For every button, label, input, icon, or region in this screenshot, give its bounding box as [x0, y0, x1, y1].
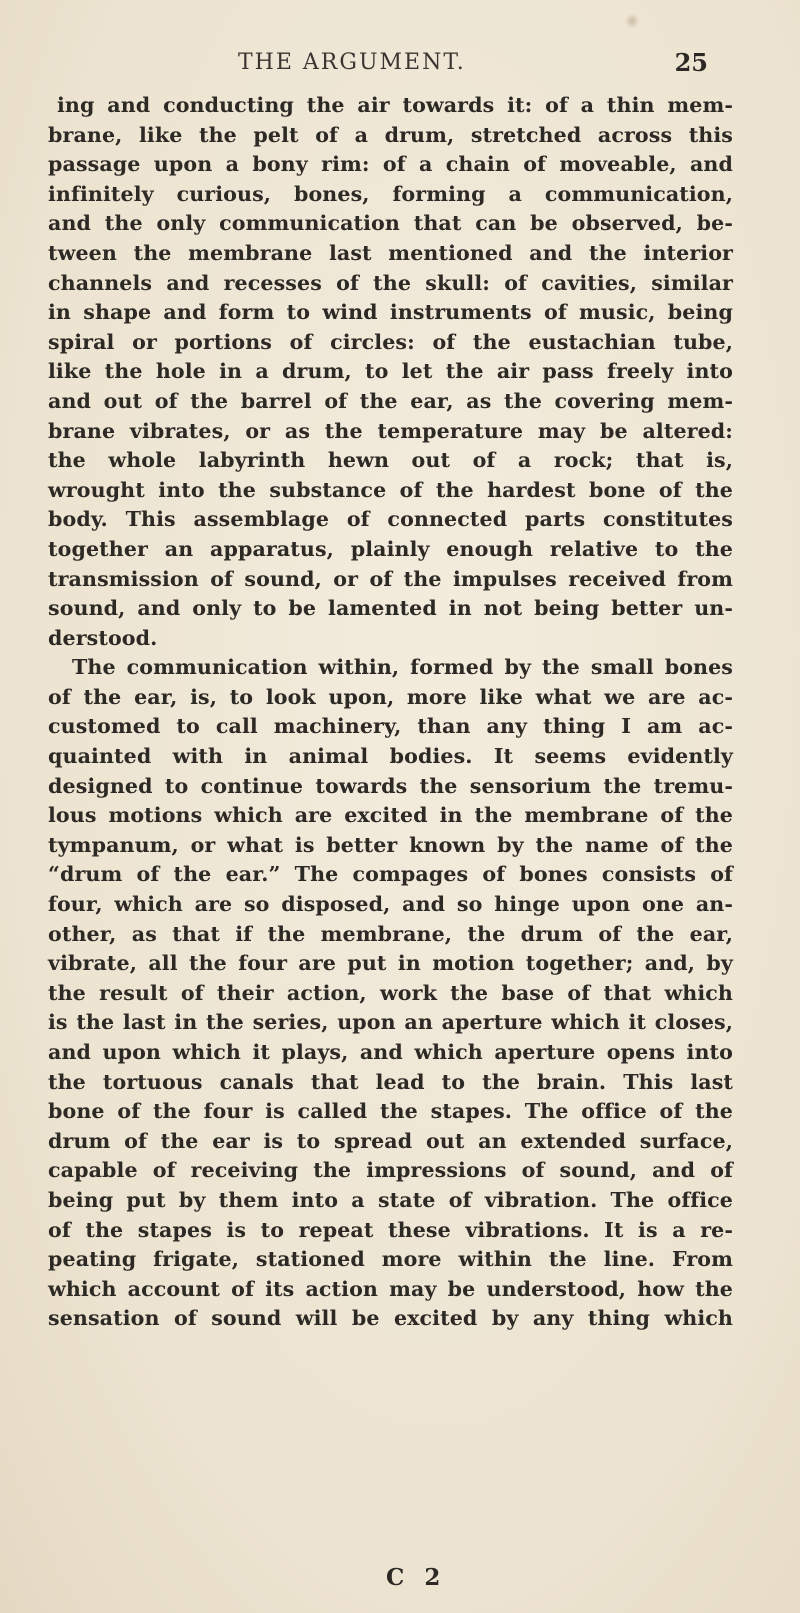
paper-stain — [624, 14, 640, 28]
text-line: of the stapes is to repeat these vibrations. It is a re- — [48, 1217, 733, 1242]
text-line: peating frigate, stationed more within the line. From — [48, 1247, 733, 1272]
text-line: sensation of sound will be excited by any thing which — [48, 1306, 733, 1331]
printer-signature: C 2 — [386, 1564, 447, 1591]
text-line: “drum of the ear.” The compages of bones consists of — [48, 862, 733, 887]
text-line: wrought into the substance of the hardest bone of the — [48, 477, 733, 502]
text-line: designed to continue towards the sensorium the tremu- — [48, 773, 733, 798]
text-line: tween the membrane last mentioned and the interior — [48, 240, 733, 265]
text-line: brane, like the pelt of a drum, stretched across this — [48, 122, 733, 147]
text-line: lous motions which are excited in the membrane of the — [48, 803, 733, 828]
text-line: like the hole in a drum, to let the air pass freely into — [48, 359, 733, 384]
text-line: drum of the ear is to spread out an extended surface, — [48, 1128, 733, 1153]
text-line: body. This assemblage of connected parts constitutes — [48, 507, 733, 532]
text-line: which account of its action may be understood, how the — [48, 1276, 733, 1301]
text-line: the tortuous canals that lead to the brain. This last — [48, 1069, 733, 1094]
text-line: tympanum, or what is better known by the name of the — [48, 832, 733, 857]
text-line: capable of receiving the impressions of sound, and of — [48, 1158, 733, 1183]
text-line: quainted with in animal bodies. It seems evidently — [48, 744, 733, 769]
text-line: brane vibrates, or as the temperature may be altered: — [48, 418, 733, 443]
text-line: sound, and only to be lamented in not being better un- — [48, 596, 733, 621]
running-title: THE ARGUMENT. — [238, 50, 466, 75]
text-line: ing and conducting the air towards it: of a thin mem- — [57, 93, 733, 117]
page-number: 25 — [674, 48, 708, 77]
paragraph-start-line: The communication within, formed by the small bones — [72, 655, 733, 680]
text-line: is the last in the series, upon an aperture which it closes, — [48, 1010, 733, 1035]
text-line: transmission of sound, or of the impulses received from — [48, 566, 733, 591]
text-line: derstood. — [48, 625, 158, 650]
text-line: channels and recesses of the skull: of cavities, similar — [48, 270, 733, 295]
page-header — [238, 50, 708, 84]
text-line: in shape and form to wind instruments of music, being — [48, 300, 733, 325]
text-line: and upon which it plays, and which aperture opens into — [48, 1040, 733, 1064]
text-line: other, as that if the membrane, the drum of the ear, — [48, 921, 733, 946]
text-line: spiral or portions of circles: of the eustachian tube, — [48, 329, 733, 354]
text-line: the whole labyrinth hewn out of a rock; that is, — [48, 448, 733, 473]
body-text — [48, 91, 733, 1334]
text-line: of the ear, is, to look upon, more like what we are ac- — [48, 684, 733, 709]
text-line: the result of their action, work the base of that which — [48, 980, 733, 1005]
text-line: and the only communication that can be observed, be- — [48, 211, 733, 236]
text-line: four, which are so disposed, and so hinge upon one an- — [48, 892, 733, 917]
text-line: passage upon a bony rim: of a chain of moveable, and — [48, 152, 733, 177]
text-line: being put by them into a state of vibration. The office — [48, 1187, 733, 1212]
text-line: customed to call machinery, than any thing I am ac- — [48, 714, 733, 739]
text-line: bone of the four is called the stapes. The office of the — [48, 1099, 733, 1124]
text-line: together an apparatus, plainly enough relative to the — [48, 536, 733, 561]
text-line: vibrate, all the four are put in motion together; and, by — [48, 951, 733, 976]
text-line: and out of the barrel of the ear, as the covering mem- — [48, 388, 733, 413]
text-line: infinitely curious, bones, forming a communication, — [48, 181, 733, 206]
